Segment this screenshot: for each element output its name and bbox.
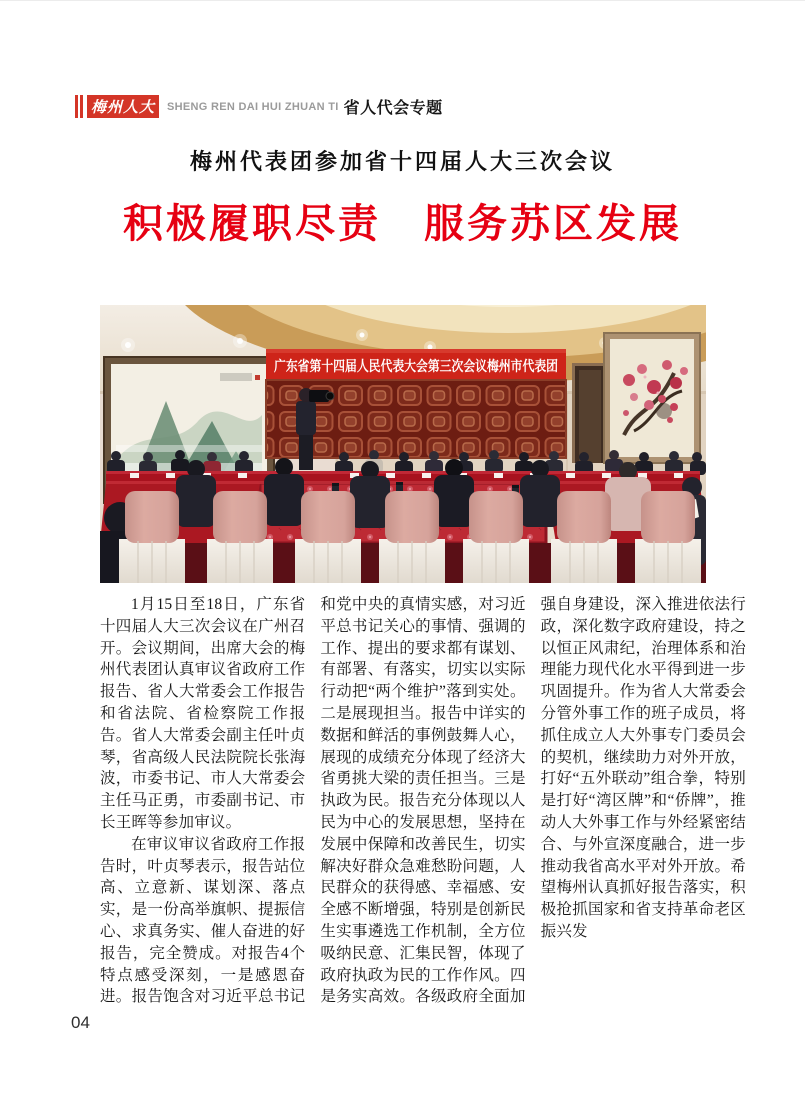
doorway [572, 363, 608, 463]
article-paragraph: 1月15日至18日，广东省十四届人大三次会议在广州召开。会议期间，出席大会的梅州代表团认真审议省政府工作报告、省人大常委会工作报告和省法院、省检察院工作报告。省人大常委会副主任叶贞琴，省高级人民法院院长张海波，市委书记、市人大常委会主任马正勇，市委副书记、市长王晖等参加审议。 [100, 596, 306, 831]
conference-photo [100, 305, 706, 583]
masthead [75, 95, 443, 118]
section-pinyin: SHENG REN DAI HUI ZHUAN TI [167, 100, 339, 113]
logo-accent-bar [75, 95, 78, 118]
conference-banner [266, 349, 566, 380]
article-kicker: 梅州代表团参加省十四届人大三次会议 [189, 149, 615, 174]
page-top-rule [0, 0, 805, 1]
masthead-logo: 梅州人大 [87, 95, 159, 118]
article-body [100, 594, 746, 1012]
article-paragraph: 在审议审议省政府工作报告时，叶贞琴表示，报告站位高、立意新、谋划深、落点实，是一份高举旗帜、提振信心、求真务实、催人奋进的好报告，完全赞成。对报告4个特点感受深刻，一是感恩奋进。报告饱含对习近平总书记和党中央的真情实感，对习近平总书记关心的事情、强调的工作、提出的要求都有谋划、有部署、有落实，切实以实际行动把“两个维护”落到实处。二是展现担当。报告中详实的数据和鲜活的事例鼓舞人心，展现的成绩充分体现了经济大省勇挑大梁的责任担当。三是执政为民。报告充分体现以人民为中心的发展思想，坚持在发展中保障和改善民生，切实解决好群众急难愁盼问题，人民群众的获得感、幸福感、安全感不断增强，特别是创新民生实事遴选工作机制，全方位吸纳民意、汇集民智，体现了政府执政为民的工作作风。四是务实高效。各级政府全面加强自身建设，深入推进依法行政，深化数字政府建设，持之以恒正风肃纪，治理体系和治理能力现代化水平得到进一步巩固提升。作为省人大常委会分管外事工作的班子成员，将抓住成立人大外事专门委员会的契机，继续助力对外开放，打好“五外联动”组合拳，特别是打好“湾区牌”和“侨牌”，推动人大外事工作与外经紧密结合、与外宣深度融合，进一步推动我省高水平对外开放。希望梅州认真抓好报告落实，积极抢抓国家和省支持革命老区振兴发 [100, 596, 746, 1006]
page-number: 04 [71, 1013, 90, 1032]
plum-blossom-painting [604, 333, 700, 463]
conference-photo-illustration [100, 305, 706, 583]
section-title: 省人代会专题 [343, 100, 443, 117]
logo-accent-bar [80, 95, 83, 118]
article-headline: 积极履职尽责 服务苏区发展 [123, 201, 682, 246]
photo-banner-text: 广东省第十四届人民代表大会第三次会议梅州市代表团 [274, 358, 558, 374]
